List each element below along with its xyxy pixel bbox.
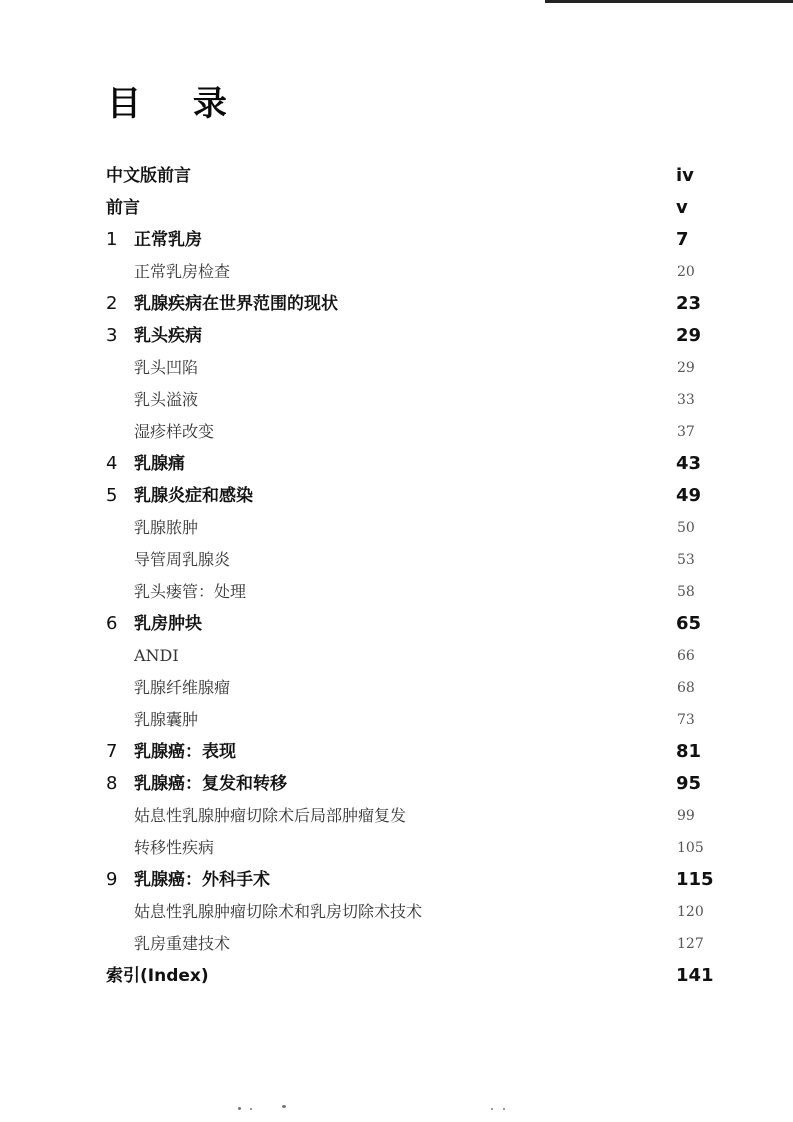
toc-entry[interactable] xyxy=(0,960,793,992)
section-title: 乳腺囊肿 xyxy=(134,710,199,729)
chapter-number: 3 xyxy=(106,325,118,346)
page-number: 49 xyxy=(676,485,702,506)
page-number: 50 xyxy=(677,520,695,536)
toc-entry[interactable] xyxy=(0,192,793,224)
page-number: 99 xyxy=(677,808,695,824)
toc-entry[interactable] xyxy=(0,672,793,704)
page-number: 43 xyxy=(676,453,702,474)
toc-title: 目 录 xyxy=(107,84,247,124)
page-number: 68 xyxy=(677,680,695,696)
toc-list xyxy=(0,160,793,992)
toc-entry[interactable] xyxy=(0,768,793,800)
scan-edge-line xyxy=(545,0,793,3)
page-number: 29 xyxy=(676,325,702,346)
toc-entry[interactable] xyxy=(0,864,793,896)
chapter-number: 2 xyxy=(106,293,118,314)
chapter-title: 乳腺癌：表现 xyxy=(134,742,236,762)
chapter-title: 乳房肿块 xyxy=(134,614,202,634)
page-number: 127 xyxy=(677,936,704,952)
page-number: 20 xyxy=(677,264,695,280)
page-number: 58 xyxy=(677,584,695,600)
scan-speck xyxy=(282,1105,286,1108)
chapter-title: 索引(Index) xyxy=(106,966,209,986)
toc-entry[interactable] xyxy=(0,736,793,768)
toc-entry[interactable] xyxy=(0,288,793,320)
scan-speck xyxy=(503,1108,505,1110)
chapter-title: 乳腺癌：外科手术 xyxy=(134,870,270,890)
chapter-title: 乳腺炎症和感染 xyxy=(134,486,253,506)
section-title: 导管周乳腺炎 xyxy=(134,550,231,569)
scan-speck xyxy=(491,1108,493,1110)
toc-entry[interactable] xyxy=(0,448,793,480)
section-title: 姑息性乳腺肿瘤切除术后局部肿瘤复发 xyxy=(134,806,407,825)
chapter-title: 乳腺癌：复发和转移 xyxy=(134,774,287,794)
chapter-title: 前言 xyxy=(106,198,140,218)
toc-entry[interactable] xyxy=(0,832,793,864)
chapter-title: 中文版前言 xyxy=(106,166,191,186)
page-number: 115 xyxy=(676,869,714,890)
toc-entry[interactable] xyxy=(0,608,793,640)
toc-entry[interactable] xyxy=(0,896,793,928)
page-number: 81 xyxy=(676,741,702,762)
scan-speck xyxy=(238,1107,241,1110)
toc-entry[interactable] xyxy=(0,576,793,608)
page-number: 105 xyxy=(677,840,704,856)
toc-entry[interactable] xyxy=(0,160,793,192)
chapter-number: 5 xyxy=(106,485,118,506)
chapter-title: 乳腺疾病在世界范围的现状 xyxy=(134,294,338,314)
page-number: iv xyxy=(676,165,694,186)
toc-entry[interactable] xyxy=(0,384,793,416)
toc-entry[interactable] xyxy=(0,416,793,448)
page-number: 23 xyxy=(676,293,702,314)
chapter-number: 1 xyxy=(106,229,118,250)
section-title: 乳房重建技术 xyxy=(134,934,231,953)
section-title: 乳头瘘管：处理 xyxy=(134,582,247,601)
scan-speck xyxy=(250,1108,252,1110)
page-number: v xyxy=(676,197,688,218)
chapter-title: 乳头疾病 xyxy=(134,326,202,346)
page-number: 37 xyxy=(677,424,695,440)
toc-entry[interactable] xyxy=(0,480,793,512)
chapter-title: 乳腺痛 xyxy=(134,454,185,474)
section-title: 乳头凹陷 xyxy=(134,358,199,377)
chapter-number: 6 xyxy=(106,613,118,634)
section-title: 乳腺脓肿 xyxy=(134,518,199,537)
page-number: 95 xyxy=(676,773,702,794)
chapter-title: 正常乳房 xyxy=(134,230,202,250)
section-title: ANDI xyxy=(134,646,179,665)
page-number: 29 xyxy=(677,360,695,376)
page-number: 53 xyxy=(677,552,695,568)
toc-entry[interactable] xyxy=(0,544,793,576)
page-number: 141 xyxy=(676,965,714,986)
page-number: 73 xyxy=(677,712,695,728)
page-number: 33 xyxy=(677,392,695,408)
chapter-number: 8 xyxy=(106,773,118,794)
toc-entry[interactable] xyxy=(0,224,793,256)
toc-entry[interactable] xyxy=(0,704,793,736)
page-number: 7 xyxy=(676,229,689,250)
toc-entry[interactable] xyxy=(0,320,793,352)
section-title: 姑息性乳腺肿瘤切除术和乳房切除术技术 xyxy=(134,902,423,921)
toc-entry[interactable] xyxy=(0,928,793,960)
toc-entry[interactable] xyxy=(0,800,793,832)
toc-entry[interactable] xyxy=(0,640,793,672)
section-title: 乳腺纤维腺瘤 xyxy=(134,678,231,697)
section-title: 乳头溢液 xyxy=(134,390,199,409)
page-number: 120 xyxy=(677,904,704,920)
chapter-number: 7 xyxy=(106,741,118,762)
section-title: 转移性疾病 xyxy=(134,838,215,857)
section-title: 正常乳房检查 xyxy=(134,262,231,281)
toc-entry[interactable] xyxy=(0,512,793,544)
page-number: 66 xyxy=(677,648,695,664)
chapter-number: 9 xyxy=(106,869,118,890)
page-number: 65 xyxy=(676,613,702,634)
chapter-number: 4 xyxy=(106,453,118,474)
toc-entry[interactable] xyxy=(0,256,793,288)
section-title: 湿疹样改变 xyxy=(134,422,215,441)
toc-entry[interactable] xyxy=(0,352,793,384)
